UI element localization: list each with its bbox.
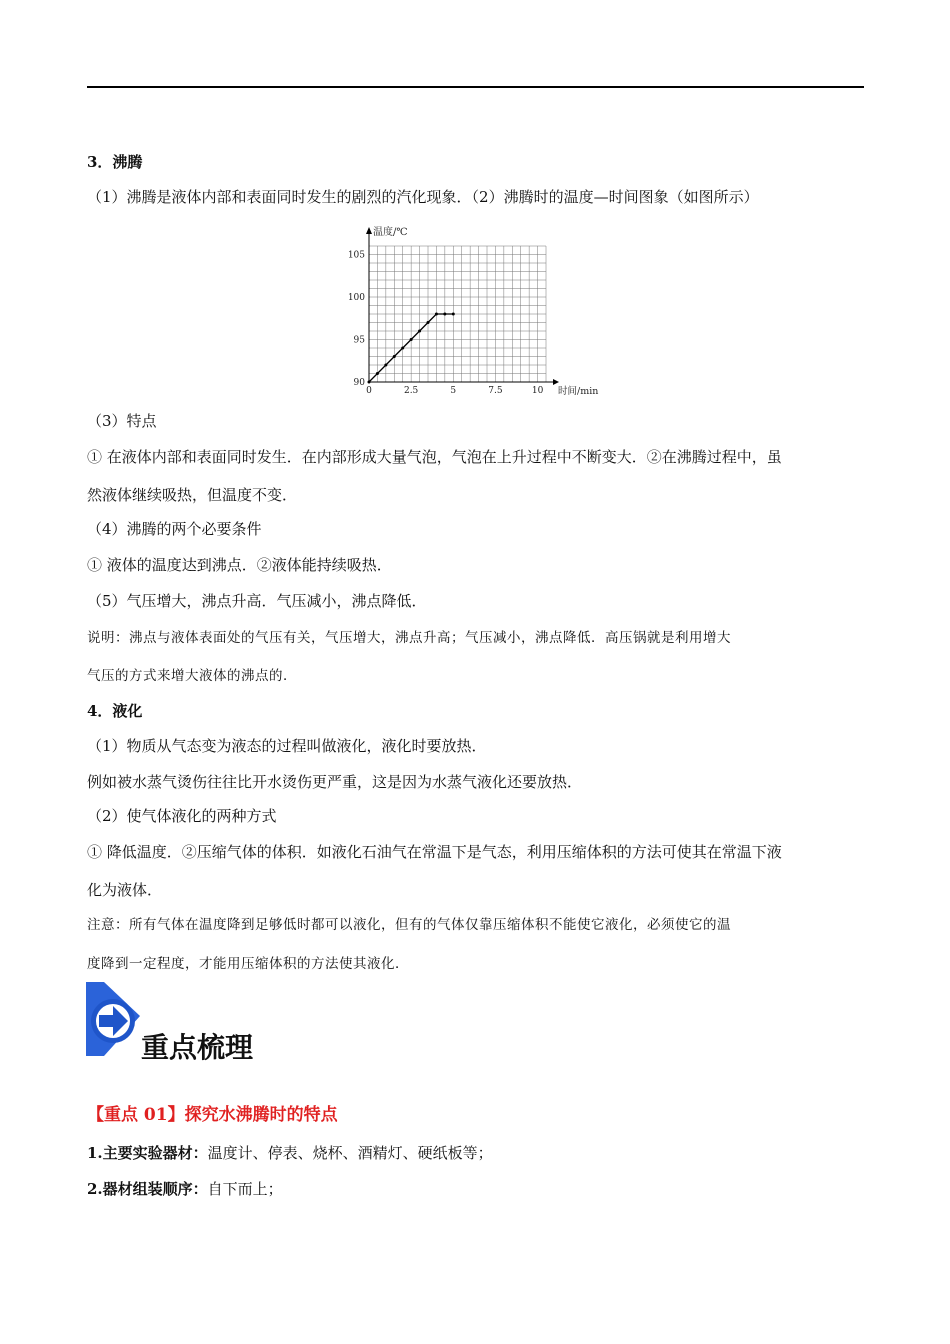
boiling-paragraph-3: （3）特点 (87, 412, 157, 430)
data-point (393, 355, 396, 358)
liquefaction-paragraph-2: （2）使气体液化的两种方式 (87, 807, 277, 825)
data-point (384, 364, 387, 367)
banner-title: 重点梳理 (141, 1031, 254, 1064)
x-tick-label: 5 (450, 386, 457, 396)
x-tick-label: 0 (366, 386, 372, 396)
key-item-2-label: 2.器材组装顺序： (87, 1180, 208, 1198)
liquefaction-note-line-2: 度降到一定程度，才能用压缩体积的方法使其液化． (87, 956, 409, 972)
key-item-2-text: 自下而上； (207, 1180, 283, 1198)
y-tick-label: 95 (353, 335, 365, 346)
data-point (368, 381, 371, 384)
x-tick-label: 10 (531, 386, 544, 396)
chart-y-label: 温度/℃ (373, 227, 408, 238)
y-tick-label: 100 (347, 293, 365, 303)
y-tick-label: 90 (353, 378, 365, 388)
liquefaction-paragraph-1: （1）物质从气态变为液态的过程叫做液化，液化时要放热． (87, 737, 487, 755)
liquefaction-example: 例如被水蒸气烫伤往往比开水烫伤更严重，这是因为水蒸气液化还要放热． (87, 773, 583, 791)
chart-grid (369, 246, 546, 382)
chart-x-label: 时间/min (558, 386, 599, 397)
data-point (401, 347, 404, 350)
section-4-title: 4．液化 (87, 702, 143, 720)
boiling-feature-line-1: ① 在液体内部和表面同时发生．在内部形成大量气泡，气泡在上升过程中不断变大．②在沸腾过程中，虽 (87, 448, 782, 466)
key-item-1 (87, 1142, 867, 1164)
boiling-note-line-2: 气压的方式来增大液体的沸点的． (87, 668, 297, 684)
liquefaction-note-line-1: 注意：所有气体在温度降到足够低时都可以液化，但有的气体仅靠压缩体积不能使它液化，必须使它的温 (87, 917, 731, 933)
data-point (410, 338, 413, 341)
data-point (376, 372, 379, 375)
boiling-conditions: ① 液体的温度达到沸点．②液体能持续吸热． (87, 556, 392, 574)
data-point (443, 313, 446, 316)
boiling-paragraph-4: （4）沸腾的两个必要条件 (87, 520, 262, 538)
boiling-temperature-chart (345, 222, 605, 398)
liquefaction-methods-line-2: 化为液体． (87, 881, 163, 899)
x-tick-label: 7.5 (488, 386, 503, 396)
section-3-title: 3．沸腾 (87, 153, 143, 171)
chart-axes (366, 227, 559, 385)
data-point (452, 313, 455, 316)
data-point (418, 330, 421, 333)
y-tick-label: 105 (347, 250, 365, 261)
header-rule (87, 86, 864, 88)
data-point (427, 321, 430, 324)
key-item-1-text: 温度计、停表、烧杯、酒精灯、硬纸板等； (207, 1144, 493, 1162)
boiling-note-line-1: 说明：沸点与液体表面处的气压有关，气压增大，沸点升高；气压减小，沸点降低．高压锅就是利用增大 (87, 630, 731, 646)
key-item-2 (87, 1178, 867, 1200)
boiling-feature-line-2: 然液体继续吸热，但温度不变． (87, 486, 298, 504)
boiling-paragraph-5: （5）气压增大，沸点升高．气压减小，沸点降低． (87, 592, 427, 610)
key-point-heading: 【重点 01】探究水沸腾时的特点 (87, 1105, 338, 1125)
y-axis-arrow (366, 227, 372, 234)
boiling-paragraph-1: （1）沸腾是液体内部和表面同时发生的剧烈的汽化现象．（2）沸腾时的温度—时间图象（如图所示） (87, 188, 759, 206)
x-tick-label: 2.5 (403, 386, 419, 396)
data-point (435, 313, 438, 316)
key-item-1-label: 1.主要实验器材： (87, 1144, 208, 1162)
liquefaction-methods-line-1: ① 降低温度．②压缩气体的体积．如液化石油气在常温下是气态，利用压缩体积的方法可使其在常温下液 (87, 843, 782, 861)
x-axis-arrow (553, 379, 559, 385)
